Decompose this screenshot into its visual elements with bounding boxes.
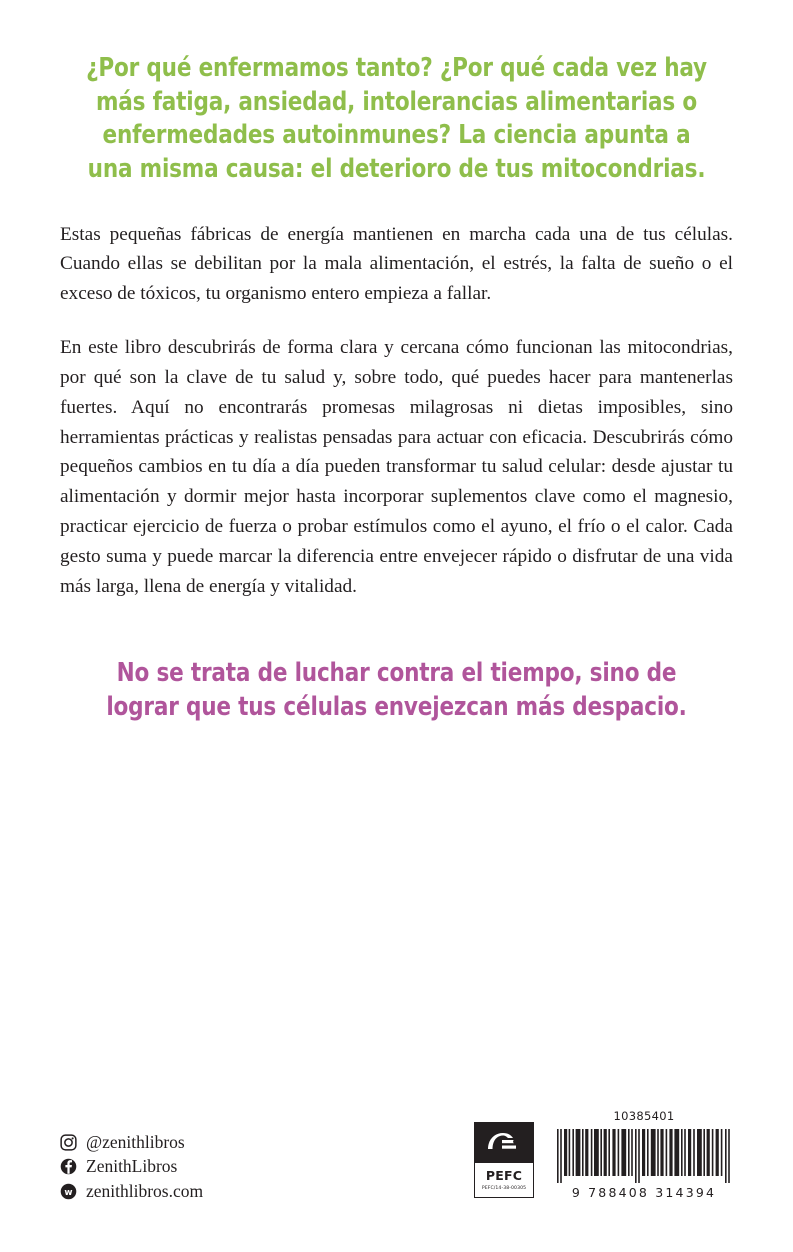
social-label: zenithlibros.com	[86, 1180, 204, 1201]
isbn-digits: 9 788408 314394	[571, 1185, 717, 1200]
pefc-name: PEFC	[485, 1168, 523, 1183]
social-label: ZenithLibros	[86, 1156, 178, 1176]
body-text-block	[60, 220, 733, 602]
facebook-icon	[60, 1158, 77, 1175]
instagram-icon	[60, 1134, 77, 1151]
internal-code: 10385401	[613, 1109, 675, 1123]
web-icon	[60, 1183, 77, 1200]
body-paragraph: En este libro descubrirás de forma clara y cercana cómo funcionan las mitocondrias, por qué son la clave de tu salud y, sobre todo, qué puedes hacer para mantenerlas fuertes. Aquí no encontrarás promesas milagrosas ni dietas imposibles, sino herramientas prácticas y realistas pensadas para actuar con eficacia. Descubrirás cómo pequeños cambios en tu día a día pueden transformar tu salud celular: desde ajustar tu alimentación y dormir mejor hasta incorporar suplementos clave como el magnesio, practicar ejercicio de fuerza o probar estímulos como el ayuno, el frío o el calor. Cada gesto suma y puede marcar la diferencia entre envejecer rápido o disfrutar de una vida más larga, llena de energía y vitalidad.	[60, 337, 733, 597]
social-link-facebook[interactable]	[60, 1158, 203, 1176]
body-paragraph: Estas pequeñas fábricas de energía mantienen en marcha cada una de tus células. Cuando ellas se debilitan por la mala alimentación, el estrés, la falta de sueño o el exceso de tóxicos, tu organismo entero empieza a fallar.	[60, 223, 733, 305]
barcode-block	[555, 1109, 733, 1200]
back-cover-page	[0, 52, 793, 1252]
barcode-image	[555, 1129, 733, 1183]
pefc-mark-icon	[475, 1123, 533, 1163]
svg-text:w: w	[64, 1187, 73, 1198]
headline-text: ¿Por qué enfermamos tanto? ¿Por qué cada vez hay más fatiga, ansiedad, intolerancias alimentarias o enfermedades autoinmunes? La ciencia apunta a una misma causa: el deterioro de tus mitocondrias.	[86, 53, 707, 184]
pefc-code: PEFC/14-38-00305	[481, 1186, 527, 1191]
pefc-logo	[474, 1122, 534, 1198]
social-link-web[interactable]	[60, 1180, 204, 1201]
social-label: @zenithlibros	[86, 1131, 185, 1152]
footer	[0, 1090, 793, 1200]
closing-statement: No se trata de luchar contra el tiempo, sino de lograr que tus células envejezcan más despacio.	[106, 658, 687, 723]
social-link-instagram[interactable]	[60, 1131, 203, 1152]
social-links	[60, 1131, 204, 1201]
